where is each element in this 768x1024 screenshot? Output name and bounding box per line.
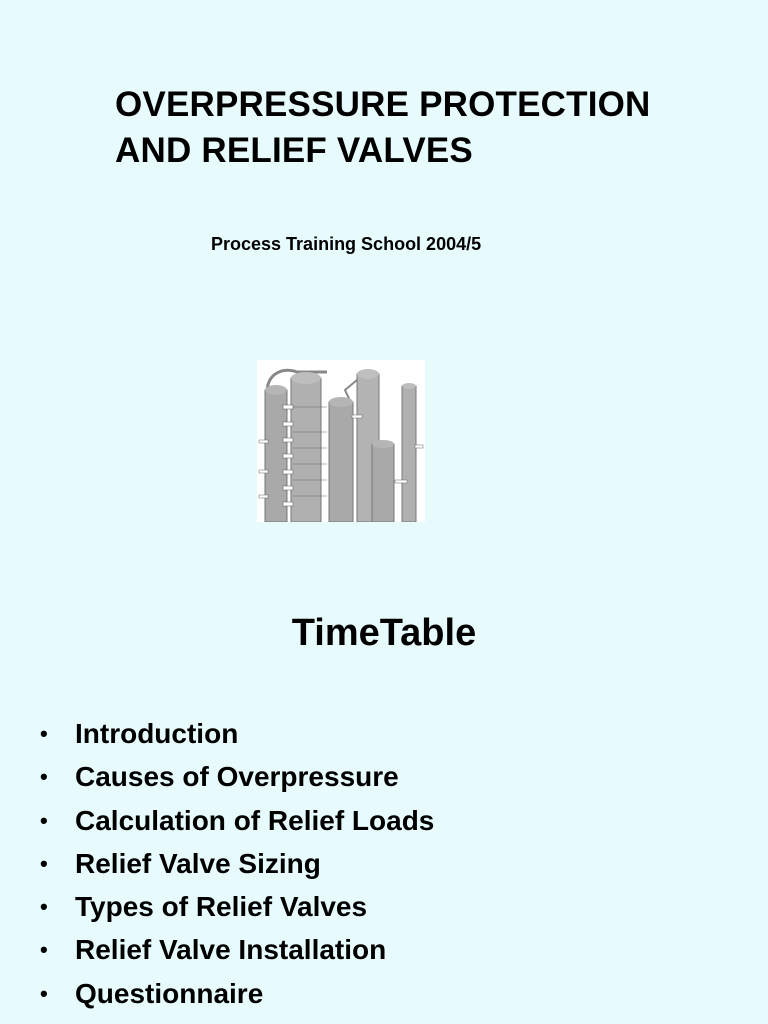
title-line-2: AND RELIEF VALVES [115, 131, 473, 170]
slide-subtitle: Process Training School 2004/5 [211, 234, 482, 254]
list-item-label: Types of Relief Valves [75, 891, 368, 923]
bullet-icon: • [40, 721, 48, 746]
list-item [40, 842, 434, 885]
bullet-icon: • [40, 980, 48, 1006]
timetable-list [40, 712, 434, 1015]
process-plant-illustration [257, 360, 425, 522]
bullet-icon: • [40, 850, 48, 876]
list-item-label: Relief Valve Installation [75, 934, 387, 966]
list-item-label: Relief Valve Sizing [75, 847, 321, 879]
list-item [40, 885, 434, 928]
slide-title [115, 82, 735, 174]
distillation-columns-drawing [257, 360, 425, 522]
list-item [40, 972, 434, 1015]
bullet-icon: • [40, 764, 48, 790]
list-item-label: Introduction [75, 718, 239, 749]
list-item [40, 799, 434, 842]
timetable-heading: TimeTable [291, 612, 477, 654]
bullet-icon: • [40, 807, 48, 833]
list-item-label: Questionnaire [75, 977, 264, 1009]
list-item [40, 712, 434, 755]
title-line-1: OVERPRESSURE PROTECTION [115, 85, 651, 124]
list-item [40, 755, 434, 798]
slide-timetable [0, 512, 768, 1024]
bullet-icon: • [40, 937, 48, 963]
list-item-label: Calculation of Relief Loads [75, 804, 435, 836]
list-item [40, 928, 434, 971]
bullet-icon: • [40, 894, 48, 920]
list-item-label: Causes of Overpressure [75, 761, 399, 793]
